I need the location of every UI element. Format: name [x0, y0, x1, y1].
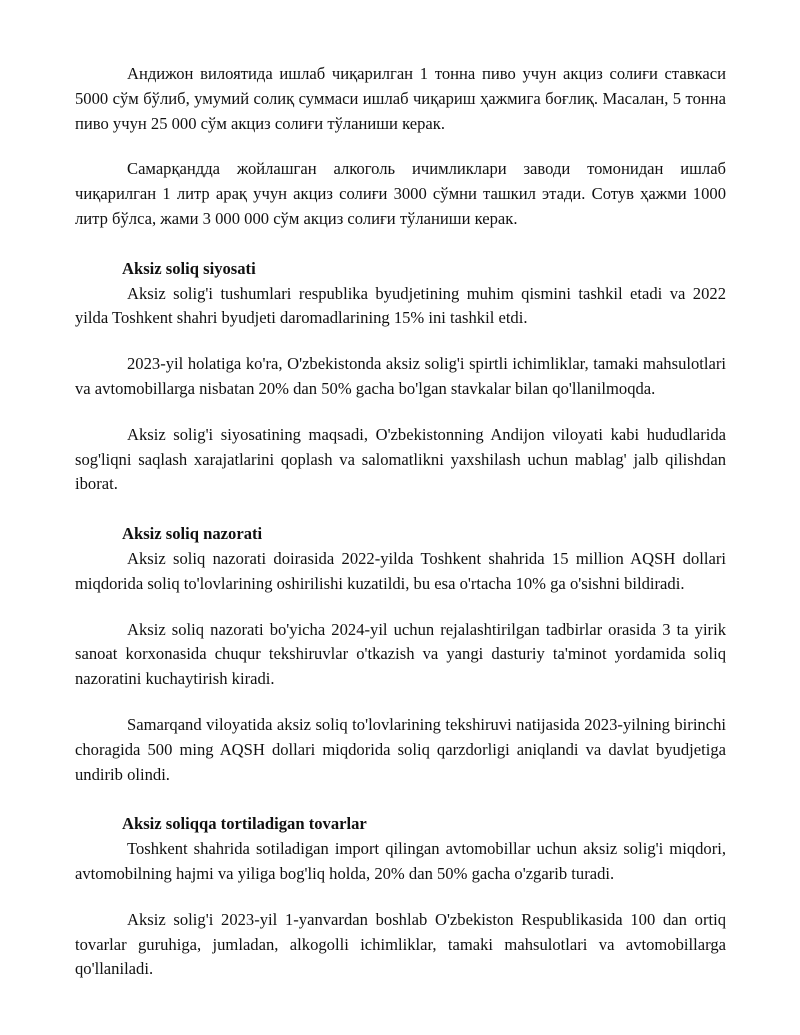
paragraph-excise-policy-goal: Aksiz solig'i siyosatining maqsadi, O'zbekistonning Andijon viloyati kabi hududlarida sog'liqni saqlash xarajatlarini qoplash va salomatlikni yaxshilash uchun mablag' jalb qilishdan iborat.	[75, 424, 726, 494]
paragraph-samarkand-vodka-excise: Самарқандда жойлашган алкоголь ичимликлари заводи томонидан ишлаб чиқарилган 1 литр арақ учун акциз солиғи 3000 сўмни ташкил этади. Сотув ҳажми 1000 литр бўлса, жами 3 000 000 сўм акциз солиғи тўланиши керак.	[75, 159, 726, 228]
paragraph-control-2024-plan: Aksiz soliq nazorati bo'yicha 2024-yil uchun rejalashtirilgan tadbirlar orasida 3 ta yirik sanoat korxonasida chuqur tekshiruvlar o'tkazish va yangi dasturiy ta'minot yordamida soliq nazoratini kuchaytirish kiradi.	[75, 619, 726, 689]
paragraph-samarkand-audit: Samarqand viloyatida aksiz soliq to'lovlarining tekshiruvi natijasida 2023-yilning birinchi choragida 500 ming AQSH dollari miqdorida soliq qarzdorligi aniqlandi va davlat byudjetiga undirib olindi.	[75, 714, 726, 784]
section-heading-excise-control: Aksiz soliq nazorati	[122, 524, 263, 544]
paragraph-excise-rates-2023: 2023-yil holatiga ko'ra, O'zbekistonda aksiz solig'i spirtli ichimliklar, tamaki mahsulotlari va avtomobillarga nisbatan 20% dan 50% gacha bo'lgan stavkalar bilan qo'llanilmoqda.	[75, 354, 726, 398]
section-heading-excise-policy: Aksiz soliq siyosati	[122, 258, 256, 278]
paragraph-control-2022: Aksiz soliq nazorati doirasida 2022-yilda Toshkent shahrida 15 million AQSH dollari miqdorida soliq to'lovlarining oshirilishi kuzatildi, bu esa o'rtacha 10% ga o'sishni bildiradi.	[75, 548, 726, 593]
paragraph-excise-revenue: Aksiz solig'i tushumlari respublika byudjetining muhim qismini tashkil etadi va 2022 yilda Toshkent shahri byudjeti daromadlarining 15% ini tashkil etdi.	[75, 283, 726, 328]
section-heading-excisable-goods: Aksiz soliqqa tortiladigan tovarlar	[122, 814, 367, 834]
paragraph-andijon-beer-excise: Андижон вилоятида ишлаб чиқарилган 1 тонна пиво учун акциз солиғи ставкаси 5000 сўм бўлиб, умумий солиқ суммаси ишлаб чиқариш ҳажмига боғлиқ. Масалан, 5 тонна пиво учун 25 000 сўм акциз солиғи тўланиши керак.	[75, 64, 726, 133]
paragraph-excise-goods-groups: Aksiz solig'i 2023-yil 1-yanvardan boshlab O'zbekiston Respublikasida 100 dan ortiq tovarlar guruhiga, jumladan, alkogolli ichimliklar, tamaki mahsulotlari va avtomobillarga qo'llaniladi.	[75, 909, 726, 979]
paragraph-imported-cars: Toshkent shahrida sotiladigan import qilingan avtomobillar uchun aksiz solig'i miqdori, avtomobilning hajmi va yiliga bog'liq holda, 20% dan 50% gacha o'zgarib turadi.	[75, 839, 726, 883]
